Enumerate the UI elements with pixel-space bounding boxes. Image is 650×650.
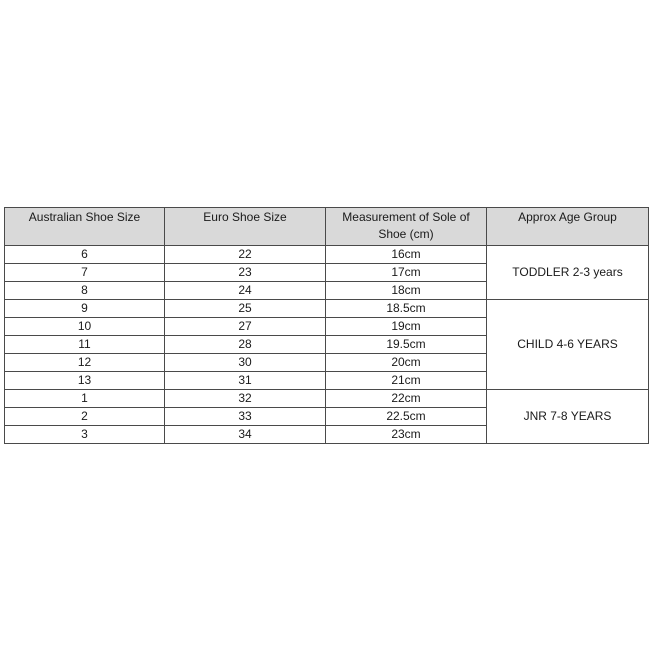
cell-au-size: 6 [5, 246, 165, 264]
cell-sole-length: 18cm [326, 282, 487, 300]
cell-age-group-child: CHILD 4-6 YEARS [487, 300, 649, 390]
cell-au-size: 2 [5, 408, 165, 426]
cell-euro-size: 30 [165, 354, 326, 372]
cell-euro-size: 33 [165, 408, 326, 426]
cell-sole-length: 18.5cm [326, 300, 487, 318]
table-row [5, 246, 649, 264]
cell-sole-length: 22.5cm [326, 408, 487, 426]
cell-sole-length: 21cm [326, 372, 487, 390]
cell-sole-length: 16cm [326, 246, 487, 264]
header-sole-measurement: Measurement of Sole of Shoe (cm) [326, 208, 487, 246]
cell-euro-size: 22 [165, 246, 326, 264]
header-euro-size: Euro Shoe Size [165, 208, 326, 246]
cell-sole-length: 19.5cm [326, 336, 487, 354]
cell-au-size: 1 [5, 390, 165, 408]
shoe-size-table [4, 207, 649, 444]
table-row [5, 390, 649, 408]
cell-euro-size: 34 [165, 426, 326, 444]
header-australian-size: Australian Shoe Size [5, 208, 165, 246]
table-header-row [5, 208, 649, 246]
cell-age-group-toddler: TODDLER 2-3 years [487, 246, 649, 300]
cell-euro-size: 23 [165, 264, 326, 282]
cell-au-size: 10 [5, 318, 165, 336]
cell-au-size: 12 [5, 354, 165, 372]
cell-sole-length: 17cm [326, 264, 487, 282]
cell-sole-length: 23cm [326, 426, 487, 444]
cell-au-size: 3 [5, 426, 165, 444]
cell-au-size: 9 [5, 300, 165, 318]
cell-euro-size: 28 [165, 336, 326, 354]
cell-euro-size: 31 [165, 372, 326, 390]
cell-sole-length: 20cm [326, 354, 487, 372]
cell-au-size: 13 [5, 372, 165, 390]
cell-euro-size: 32 [165, 390, 326, 408]
table-row [5, 300, 649, 318]
cell-euro-size: 25 [165, 300, 326, 318]
cell-au-size: 7 [5, 264, 165, 282]
cell-au-size: 11 [5, 336, 165, 354]
cell-age-group-junior: JNR 7-8 YEARS [487, 390, 649, 444]
header-age-group: Approx Age Group [487, 208, 649, 246]
cell-sole-length: 19cm [326, 318, 487, 336]
cell-sole-length: 22cm [326, 390, 487, 408]
cell-euro-size: 27 [165, 318, 326, 336]
cell-au-size: 8 [5, 282, 165, 300]
cell-euro-size: 24 [165, 282, 326, 300]
